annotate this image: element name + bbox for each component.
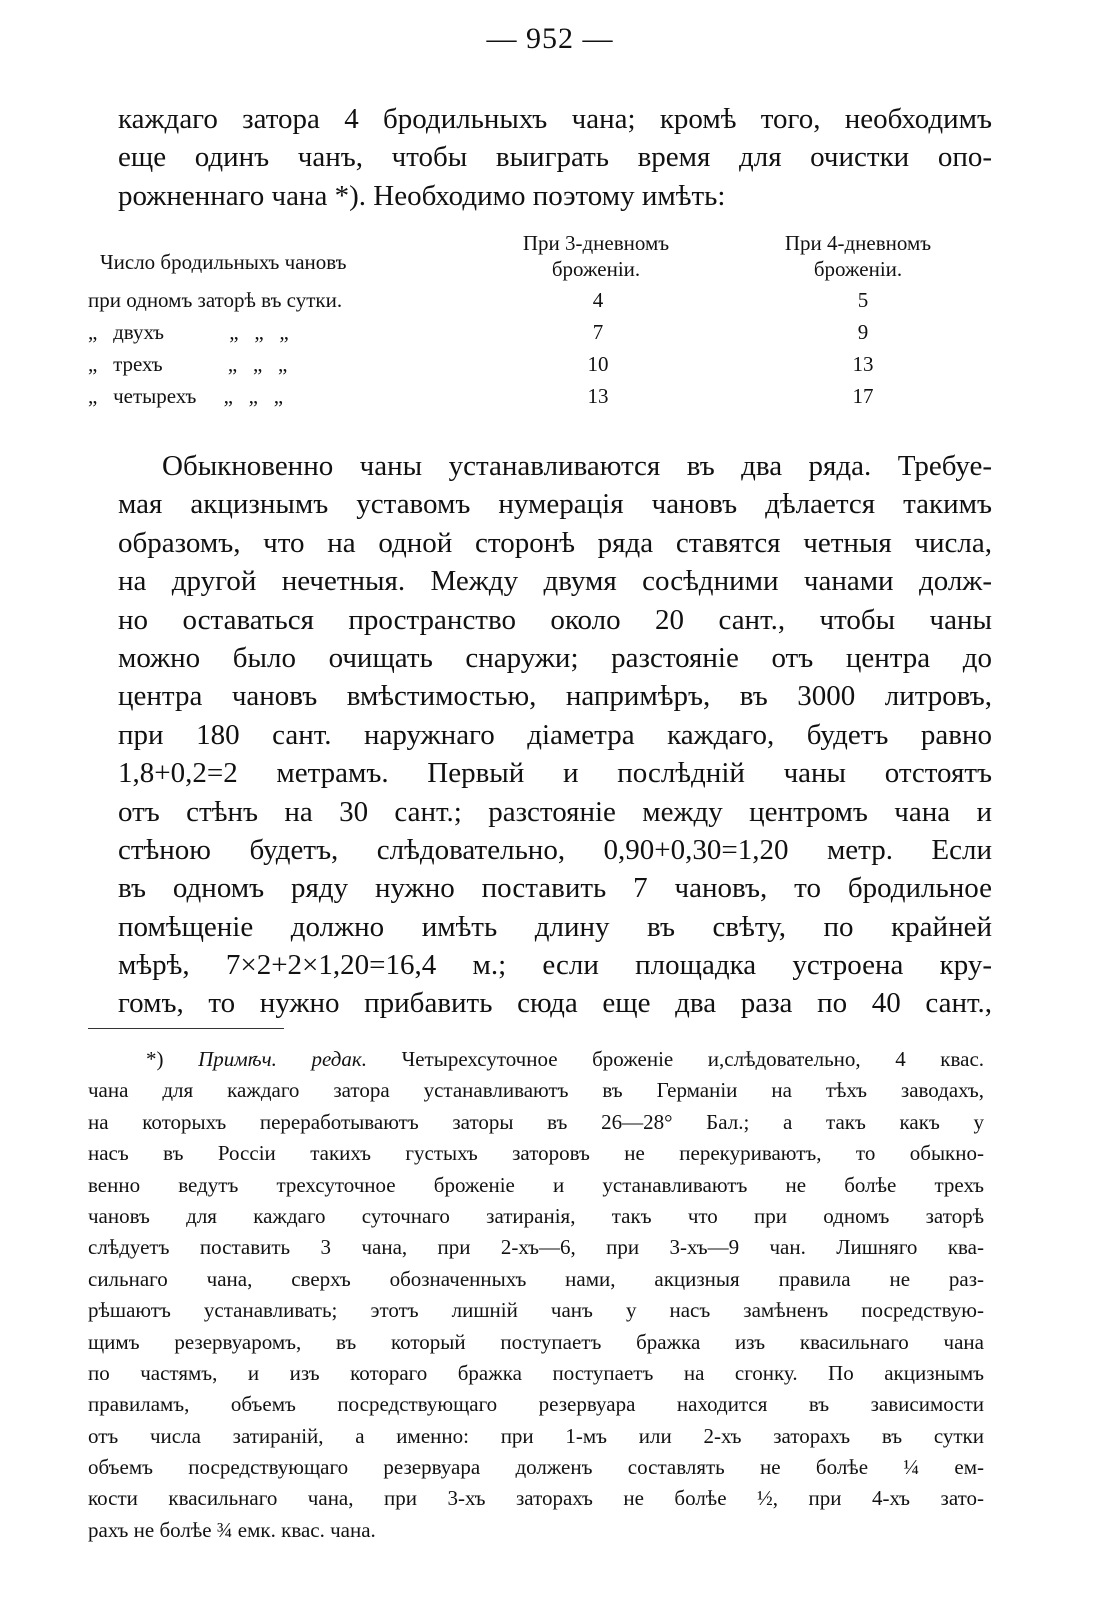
row-prefix: „ — [88, 384, 98, 408]
table-row — [88, 384, 988, 416]
footnote-line: насъ въ Россіи такихъ густыхъ заторовъ не перекуриваютъ, то обыкно- — [88, 1141, 984, 1166]
text-line: 1,8+0,2=2 метрамъ. Первый и послѣдній чаны отстоятъ — [118, 757, 992, 790]
text-line: отъ стѣнъ на 30 сант.; разстояніе между центромъ чана и — [118, 795, 992, 828]
table-row — [88, 352, 988, 384]
footnote-line: чановъ для каждаго суточнаго затиранія, такъ что при одномъ заторѣ — [88, 1203, 984, 1228]
footnote — [88, 1044, 984, 1546]
row-text: трехъ — [113, 352, 163, 376]
footnote-line: правиламъ, объемъ посредствующаго резервуара находится въ зависимости — [88, 1392, 984, 1417]
footnote-line: по частямъ, и изъ котораго бражка поступаетъ на сгонку. По акцизнымъ — [88, 1360, 984, 1385]
text-line: помѣщеніе должно имѣть длину въ свѣту, по крайней — [118, 910, 992, 943]
table-row — [88, 288, 988, 320]
value-3day: 4 — [592, 288, 604, 312]
footnote-first-line — [88, 1044, 984, 1075]
text-line: гомъ, то нужно прибавить сюда еще два раза по 40 сант., — [118, 987, 992, 1020]
footnote-line: объемъ посредствующаго резервуара долженъ составлять не болѣе ¼ ем- — [88, 1455, 984, 1480]
row-prefix: „ — [88, 352, 98, 376]
text-line: центра чановъ вмѣстимостью, напримѣръ, въ 3000 литровъ, — [118, 680, 992, 713]
text-line: образомъ, что на одной сторонѣ ряда ставятся четныя числа, — [118, 526, 992, 559]
row-prefix: при — [88, 288, 121, 312]
footnote-first-line-text: Четырехсуточное броженіе и,слѣдовательно, 4 квас. — [401, 1047, 985, 1071]
footnote-divider — [88, 1028, 284, 1029]
footnote-line: щимъ резервуаромъ, въ который поступаетъ бражка изъ квасильнаго чана — [88, 1329, 984, 1354]
main-paragraph — [118, 447, 992, 1023]
value-4day: 17 — [852, 384, 874, 408]
table-row — [88, 320, 988, 352]
row-label — [88, 352, 287, 377]
value-3day: 7 — [592, 320, 604, 344]
table-header-3day — [476, 230, 716, 282]
row-label — [88, 288, 342, 313]
table-header-4day-line1: При 4-дневномъ — [784, 231, 932, 255]
table-header-4day-line2: броженіи. — [813, 257, 903, 281]
footnote-line: слѣдуетъ поставить 3 чана, при 2-хъ—6, при 3-хъ—9 чан. Лишняго ква- — [88, 1235, 984, 1260]
footnote-editor-note: Примѣч. редак. — [198, 1047, 367, 1071]
table-header-3day-line2: броженіи. — [551, 257, 641, 281]
footnote-line: рѣшаютъ устанавливать; этотъ лишній чанъ у насъ замѣненъ посредствую- — [88, 1298, 984, 1323]
text-line: каждаго затора 4 бродильныхъ чана; кромѣ того, необходимъ — [118, 103, 992, 135]
row-label — [88, 384, 283, 409]
footnote-line: кости квасильнаго чана, при 3-хъ заторахъ не болѣе ½, при 4-хъ зато- — [88, 1486, 984, 1511]
value-4day: 9 — [857, 320, 869, 344]
value-3day: 10 — [587, 352, 609, 376]
text-line: но оставаться пространство около 20 сант., чтобы чаны — [118, 603, 992, 636]
text-line: можно было очищать снаружи; разстояніе отъ центра до — [118, 641, 992, 674]
intro-paragraph — [118, 100, 992, 215]
page-number: — 952 — — [486, 22, 614, 55]
footnote-line: на которыхъ переработываютъ заторы въ 26—28° Бал.; а такъ какъ у — [88, 1109, 984, 1134]
value-4day: 13 — [852, 352, 874, 376]
text-line: стѣною будетъ, слѣдовательно, 0,90+0,30=1,20 метр. Если — [118, 833, 992, 866]
text-line: мѣрѣ, 7×2+2×1,20=16,4 м.; если площадка устроена кру- — [118, 949, 992, 982]
table-header-left: Число бродильныхъ чановъ — [100, 250, 347, 274]
text-line: мая акцизнымъ уставомъ нумерація чановъ дѣлается такимъ — [118, 488, 992, 521]
footnote-line: сильнаго чана, сверхъ обозначенныхъ нами, акцизныя правила не раз- — [88, 1266, 984, 1291]
row-text: четырехъ — [113, 384, 197, 408]
footnote-line: отъ числа затираній, а именно: при 1-мъ или 2-хъ заторахъ въ сутки — [88, 1423, 984, 1448]
table-header-4day — [738, 230, 978, 282]
text-line: еще одинъ чанъ, чтобы выиграть время для очистки опо- — [118, 141, 992, 174]
text-line: рожненнаго чана *). Необходимо поэтому имѣть: — [118, 179, 726, 212]
row-text: двухъ — [113, 320, 165, 344]
footnote-line: рахъ не болѣе ¾ емк. квас. чана. — [88, 1517, 376, 1542]
value-3day: 13 — [587, 384, 609, 408]
text-line: въ одномъ ряду нужно поставить 7 чановъ, то бродильное — [118, 872, 992, 905]
row-text: одномъ заторѣ въ сутки. — [126, 288, 343, 312]
text-line: при 180 сант. наружнаго діаметра каждаго, будетъ равно — [118, 718, 992, 751]
row-prefix: „ — [88, 320, 98, 344]
ditto-marks: „ „ „ — [223, 384, 284, 408]
row-label — [88, 320, 289, 345]
ditto-marks: „ „ „ — [229, 320, 289, 344]
footnote-line: венно ведутъ трехсуточное броженіе и устанавливаютъ не болѣе трехъ — [88, 1172, 984, 1197]
value-4day: 5 — [857, 288, 869, 312]
ditto-marks: „ „ „ — [227, 352, 288, 376]
text-line: на другой нечетныя. Между двумя сосѣдними чанами долж- — [118, 565, 992, 598]
text-line: Обыкновенно чаны устанавливаются въ два ряда. Требуе- — [162, 450, 992, 482]
table-header-3day-line1: При 3-дневномъ — [522, 231, 670, 255]
footnote-marker: *) — [146, 1047, 164, 1071]
footnote-line: чана для каждаго затора устанавливаютъ въ Германіи на тѣхъ заводахъ, — [88, 1078, 984, 1103]
